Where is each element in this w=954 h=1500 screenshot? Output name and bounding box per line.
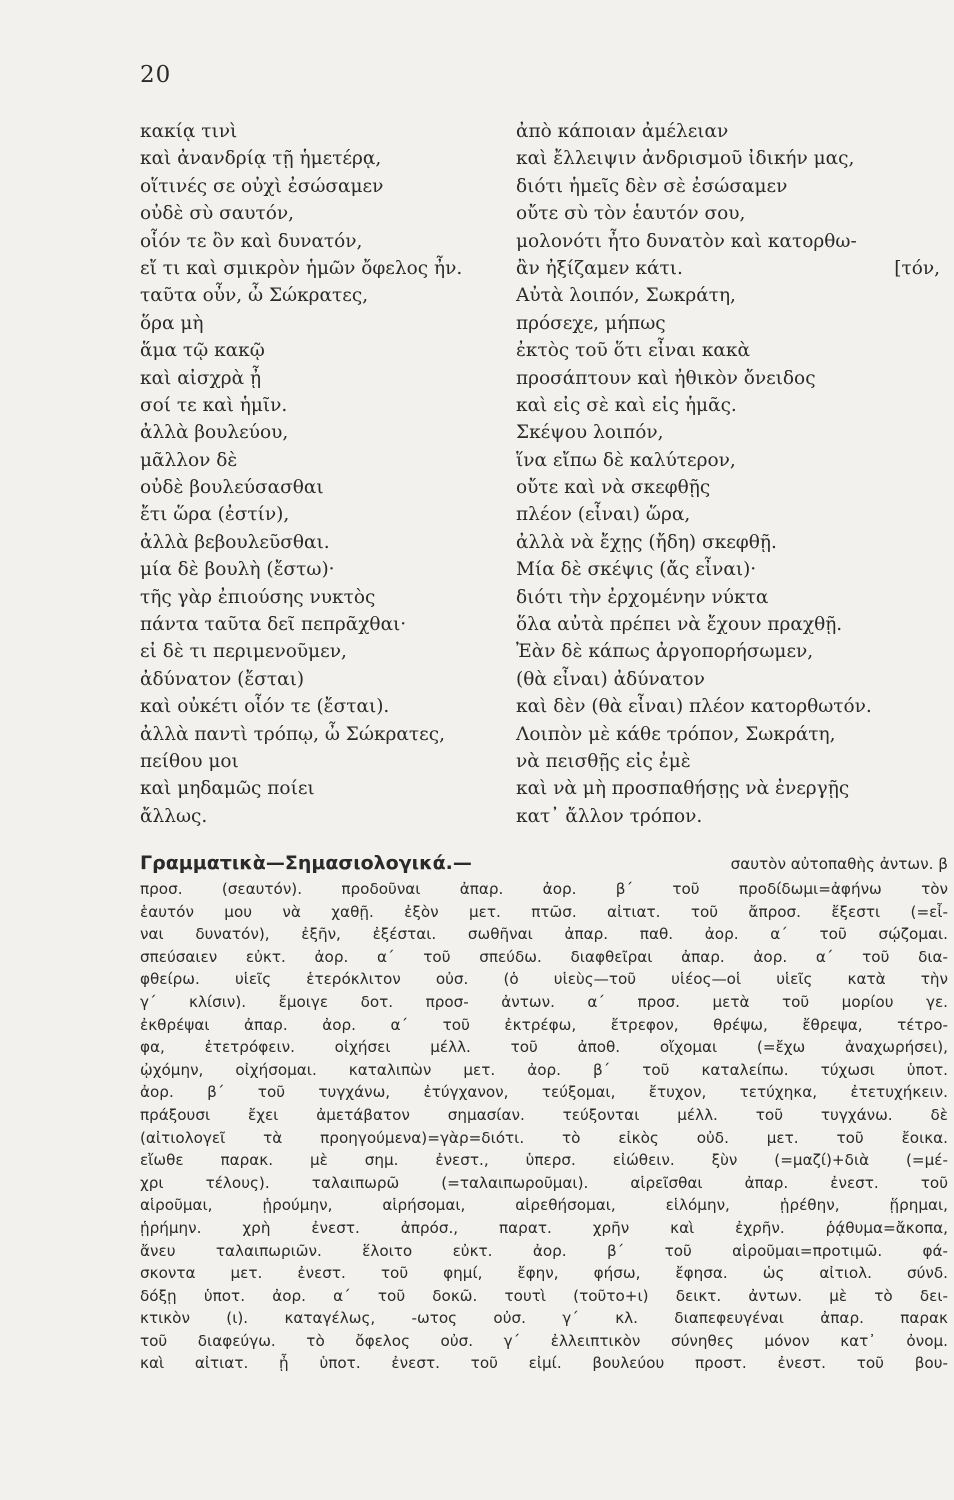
ancient-line-text: εἴ τι καὶ σμικρὸν ἡμῶν ὄφελος ἦν. [140,257,463,279]
modern-line-text: πρόσεχε, μήπως [516,312,666,334]
modern-line-text: Αὐτὰ λοιπόν, Σωκράτη, [516,285,736,307]
ancient-line [140,529,500,556]
note-line: (αἰτιολογεῖ τὰ προηγούμενα)=γὰρ=διότι. τὸ εἰκὸς οὐδ. μετ. τοῦ ἔοικα. [140,1128,948,1147]
modern-line [516,748,940,775]
ancient-line-text: καὶ μηδαμῶς ποίει [140,778,315,800]
modern-line [516,419,940,446]
modern-line [516,228,940,255]
modern-line [516,365,940,392]
ancient-line [140,693,500,720]
ancient-line-text: κακίᾳ τινὶ [140,121,238,142]
ancient-line [140,501,500,528]
modern-line-text: οὔτε σὺ τὸν ἑαυτόν σου, [516,203,746,225]
ancient-line-text: καὶ οὐκέτι οἷόν τε (ἔσται). [140,696,390,718]
ancient-line [140,748,500,775]
ancient-line [140,228,500,255]
modern-line-text: ὅλα αὐτὰ πρέπει νὰ ἔχουν πραχθῇ. [516,614,843,636]
note-line: καὶ αἰτιατ. ᾖ ὑποτ. ἐνεστ. τοῦ εἰμί. βουλεύου προστ. ἐνεστ. τοῦ βου- [140,1354,948,1373]
ancient-line [140,118,500,145]
modern-line-text: ἐκτὸς τοῦ ὅτι εἶναι κακὰ [516,340,750,362]
modern-line [516,501,940,528]
modern-line [516,447,940,474]
page-number: 20 [140,62,172,88]
ancient-line [140,666,500,693]
note-line: ἄνευ ταλαιπωριῶν. ἕλοιτο εὐκτ. ἀορ. β΄ τοῦ αἱροῦμαι=προτιμῶ. φά- [140,1241,948,1260]
ancient-line [140,173,500,200]
modern-line [516,693,940,720]
modern-line [516,282,940,309]
note-line: ᾠχόμην, οἰχήσομαι. καταλιπὼν μετ. ἀορ. β΄ τοῦ καταλείπω. τύχωσι ὑποτ. [140,1060,948,1079]
ancient-line-text: ἀλλὰ βουλεύου, [140,422,289,444]
modern-line [516,584,940,611]
modern-line [516,556,940,583]
ancient-line [140,611,500,638]
modern-line [516,611,940,638]
ancient-line-text: ἀλλὰ βεβουλεῦσθαι. [140,531,330,553]
modern-line [516,145,940,172]
modern-line-text: Σκέψου λοιπόν, [516,422,664,444]
ancient-line [140,419,500,446]
ancient-line [140,775,500,802]
note-line: χρι τέλους). ταλαιπωρῶ (=ταλαιπωροῦμαι). αἱρεῖσθαι ἀπαρ. ἐνεστ. τοῦ [140,1173,948,1192]
note-line: ἑαυτόν μου νὰ χαθῇ. ἐξὸν μετ. πτῶσ. αἰτιατ. τοῦ ἄπροσ. ἔξεστι (=εἶ- [140,902,948,921]
ancient-line-text: ὅρα μὴ [140,312,204,334]
modern-line-text: ἀπὸ κάποιαν ἀμέλειαν [516,121,729,142]
modern-greek-column [516,118,940,830]
notes-title: Γραμματικὰ—Σημασιολογικά.— [140,852,472,874]
ancient-line [140,721,500,748]
modern-line-text: ἂν ἠξίζαμεν κάτι. [516,257,683,279]
ancient-line-text: ἄλλως. [140,805,208,827]
notes-title-line [140,852,948,878]
modern-line-text: Ἐὰν δὲ κάπως ἀργοπορήσωμεν, [516,641,814,663]
ancient-line-text: ἀλλὰ παντὶ τρόπῳ, ὦ Σώκρατες, [140,723,445,745]
notes-title-rest: σαυτὸν αὐτοπαθὴς ἀντων. β [730,855,948,873]
ancient-line [140,638,500,665]
note-line: φα, ἐτετρόφειν. οἰχήσει μέλλ. τοῦ ἀποθ. οἴχομαι (=ἔχω ἀναχωρήσει), [140,1038,948,1057]
ancient-line [140,474,500,501]
modern-line-text: διότι τὴν ἐρχομένην νύκτα [516,586,769,608]
modern-line-text: ἀλλὰ νὰ ἔχῃς (ἤδη) σκεφθῇ. [516,531,777,553]
ancient-line [140,145,500,172]
modern-line [516,392,940,419]
modern-line-text: καὶ νὰ μὴ προσπαθήσῃς νὰ ἐνεργῇς [516,778,850,800]
note-line: σκοντα μετ. ἐνεστ. τοῦ φημί, ἔφην, φήσω, ἔφησα. ὡς αἰτιολ. σύνδ. [140,1264,948,1283]
modern-line-text: καὶ δὲν (θὰ εἶναι) πλέον κατορθωτόν. [516,696,872,718]
ancient-line-text: πάντα ταῦτα δεῖ πεπρᾶχθαι· [140,614,407,636]
ancient-line-text: σοί τε καὶ ἡμῖν. [140,394,288,416]
hyphen-continuation: [τόν, [894,257,940,279]
ancient-line-text: εἰ δὲ τι περιμενοῦμεν, [140,641,347,663]
ancient-line [140,282,500,309]
modern-line [516,255,940,282]
modern-line [516,638,940,665]
ancient-line-text: ταῦτα οὖν, ὦ Σώκρατες, [140,285,369,307]
modern-line-text: κατ᾿ ἄλλον τρόπον. [516,805,703,827]
ancient-line-text: οἷόν τε ὂν καὶ δυνατόν, [140,230,363,252]
ancient-line [140,447,500,474]
note-line: πράξουσι ἔχει ἀμετάβατον σημασίαν. τεύξονται μέλλ. τοῦ τυγχάνω. δὲ [140,1105,948,1124]
ancient-line [140,200,500,227]
modern-line [516,529,940,556]
note-line: προσ. (σεαυτόν). προδοῦναι ἀπαρ. ἀορ. β΄ τοῦ προδίδωμι=ἀφήνω τὸν [140,880,948,898]
modern-line [516,337,940,364]
modern-line [516,721,940,748]
modern-line [516,803,940,830]
modern-line [516,118,940,145]
note-line: εἴωθε παρακ. μὲ σημ. ἐνεστ., ὑπερσ. εἰώθειν. ξὺν (=μαζί)+διὰ (=μέ- [140,1151,948,1170]
ancient-line-text: ἔτι ὥρα (ἐστίν), [140,504,290,526]
modern-line [516,775,940,802]
ancient-greek-column [140,118,500,830]
notes-body [140,878,948,1375]
ancient-line-text: καὶ αἰσχρὰ ᾖ [140,367,262,389]
modern-line [516,666,940,693]
ancient-line-text: πείθου μοι [140,750,239,772]
grammar-notes [140,852,948,1375]
note-line: γ΄ κλίσιν). ἔμοιγε δοτ. προσ- ἀντων. α΄ προσ. μετὰ τοῦ μορίου γε. [140,992,948,1011]
note-line: ᾑρήμην. χρὴ ἐνεστ. ἀπρόσ., παρατ. χρῆν καὶ ἐχρῆν. ῥᾴθυμα=ἄκοπα, [140,1218,948,1237]
modern-line [516,173,940,200]
note-line: ἐκθρέψαι ἀπαρ. ἀορ. α΄ τοῦ ἐκτρέφω, ἔτρεφον, θρέψω, ἔθρεψα, τέτρο- [140,1015,948,1034]
ancient-line-text: καὶ ἀνανδρίᾳ τῇ ἡμετέρᾳ, [140,148,382,170]
note-line: σπεύσαιεν εὐκτ. ἀορ. α΄ τοῦ σπεύδω. διαφθεῖραι ἀπαρ. ἀορ. α΄ τοῦ δια- [140,947,948,966]
modern-line-text: (θὰ εἶναι) ἀδύνατον [516,668,705,690]
ancient-line-text: ἀδύνατον (ἔσται) [140,668,305,690]
note-line: αἱροῦμαι, ᾑρούμην, αἱρήσομαι, αἱρεθήσομαι, εἱλόμην, ᾑρέθην, ᾕρημαι, [140,1196,948,1215]
modern-line-text: Μία δὲ σκέψις (ἄς εἶναι)· [516,559,757,581]
ancient-line [140,392,500,419]
modern-line [516,474,940,501]
ancient-line-text: τῆς γὰρ ἐπιούσης νυκτὸς [140,586,376,608]
note-line: ἀορ. β΄ τοῦ τυγχάνω, ἐτύγχανον, τεύξομαι, ἔτυχον, τετύχηκα, ἐτετυχήκειν. [140,1083,948,1102]
note-line: ναι δυνατόν), ἐξῆν, ἐξέσται. σωθῆναι ἀπαρ. παθ. ἀορ. α΄ τοῦ σῴζομαι. [140,925,948,944]
ancient-line-text: ἅμα τῷ κακῷ [140,340,265,362]
ancient-line [140,255,500,282]
note-line: τοῦ διαφεύγω. τὸ ὄφελος οὐσ. γ΄ ἐλλειπτικὸν σύνηθες μόνον κατ᾿ ὀνομ. [140,1331,948,1350]
ancient-line-text: μία δὲ βουλὴ (ἔστω)· [140,559,335,581]
ancient-line [140,803,500,830]
ancient-line [140,337,500,364]
modern-line-text: καὶ εἰς σὲ καὶ εἰς ἡμᾶς. [516,394,737,416]
ancient-line [140,584,500,611]
modern-line-text: οὔτε καὶ νὰ σκεφθῇς [516,477,711,499]
modern-line-text: ἵνα εἴπω δὲ καλύτερον, [516,449,736,471]
ancient-line-text: οὐδὲ σὺ σαυτόν, [140,203,294,225]
note-line: κτικὸν (ι). καταγέλως, -ωτος οὐσ. γ΄ κλ. διαπεφευγέναι ἀπαρ. παρακ [140,1309,948,1328]
modern-line-text: πλέον (εἶναι) ὥρα, [516,504,691,526]
ancient-line-text: οἵτινές σε οὐχὶ ἐσώσαμεν [140,175,384,197]
ancient-line [140,310,500,337]
ancient-line-text: μᾶλλον δὲ [140,449,238,471]
ancient-line-text: οὐδὲ βουλεύσασθαι [140,477,324,499]
modern-line [516,310,940,337]
modern-line-text: νὰ πεισθῇς εἰς ἐμὲ [516,750,691,772]
ancient-line [140,556,500,583]
modern-line-text: διότι ἡμεῖς δὲν σὲ ἐσώσαμεν [516,175,788,197]
modern-line-text: μολονότι ἦτο δυνατὸν καὶ κατορθω- [516,230,857,252]
modern-line-text: προσάπτουν καὶ ἠθικὸν ὄνειδος [516,367,816,389]
note-line: δόξῃ ὑποτ. ἀορ. α΄ τοῦ δοκῶ. τουτὶ (τοῦτο+ι) δεικτ. ἀντων. μὲ τὸ δει- [140,1286,948,1305]
modern-line [516,200,940,227]
note-line: φθείρω. υἱεῖς ἑτερόκλιτον οὐσ. (ὁ υἱεὺς—τοῦ υἱέος—οἱ υἱεῖς κατὰ τὴν [140,970,948,989]
modern-line-text: Λοιπὸν μὲ κάθε τρόπον, Σωκράτη, [516,723,836,745]
ancient-line [140,365,500,392]
modern-line-text: καὶ ἔλλειψιν ἀνδρισμοῦ ἰδικήν μας, [516,148,855,170]
